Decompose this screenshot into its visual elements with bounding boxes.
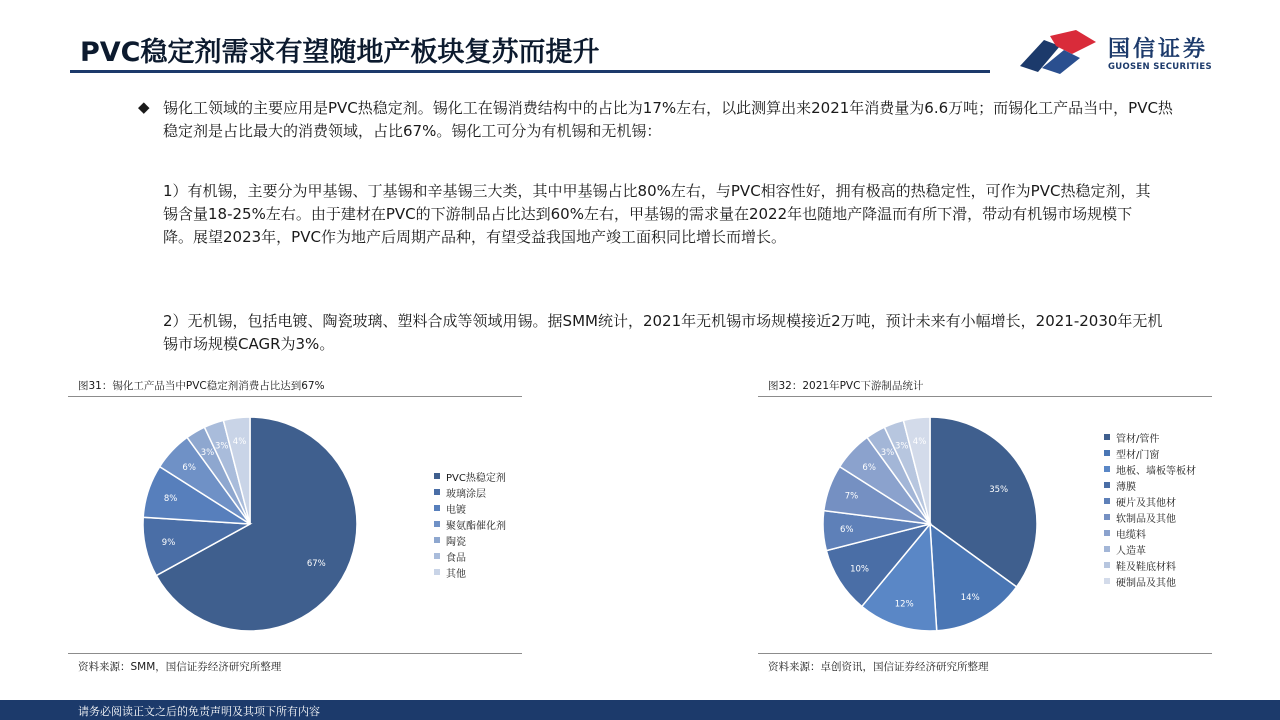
logo-english-name: GUOSEN SECURITIES [1108, 62, 1212, 72]
pie2-label-1: 14% [960, 593, 980, 604]
figure2-source: 资料来源：卓创资讯，国信证券经济研究所整理 [768, 661, 989, 673]
pie1-legend-label-0: PVC热稳定剂 [446, 472, 506, 484]
company-logo [1016, 28, 1226, 78]
pie1-label-5: 3% [214, 441, 229, 452]
pie2-legend-item-1 [1104, 445, 1196, 461]
pie1-legend-item-0 [434, 468, 506, 484]
pie1-legend-swatch-3 [434, 521, 440, 527]
figure1-top-rule [68, 396, 522, 397]
pie1-legend-swatch-5 [434, 553, 440, 559]
logo-chinese-name: 国信证券 [1108, 37, 1209, 62]
pie2-legend-label-6: 电缆料 [1116, 529, 1146, 541]
pie1-label-0: 67% [306, 559, 326, 570]
pie2-legend-item-6 [1104, 525, 1196, 541]
pie1-label-2: 8% [163, 494, 178, 505]
figure1-bottom-rule [68, 653, 522, 654]
pie2-label-7: 3% [880, 448, 895, 459]
pie1-label-6: 4% [232, 437, 247, 448]
pie1-legend-item-6 [434, 564, 506, 580]
bullet-diamond-icon: ◆ [138, 98, 150, 116]
pie1-legend-swatch-6 [434, 569, 440, 575]
pie1-legend-item-1 [434, 484, 506, 500]
pie1-legend-swatch-4 [434, 537, 440, 543]
pie2-legend-label-8: 鞋及鞋底材料 [1116, 561, 1176, 573]
pie2-label-4: 6% [839, 525, 854, 536]
pie1-legend-label-5: 食品 [446, 552, 466, 564]
pie2-label-3: 10% [850, 564, 869, 575]
pie2-legend-item-5 [1104, 509, 1196, 525]
pie1-label-1: 9% [161, 538, 176, 549]
pie2-label-5: 7% [844, 491, 859, 502]
pie2-label-6: 6% [862, 462, 876, 473]
pie1-legend-label-2: 电镀 [446, 504, 466, 516]
pie2-legend-swatch-4 [1104, 498, 1110, 504]
figure1-source: 资料来源：SMM，国信证券经济研究所整理 [78, 661, 282, 673]
figure2-bottom-rule [758, 653, 1212, 654]
pie2-legend-swatch-0 [1104, 434, 1110, 440]
paragraph-organic-tin: 1）有机锡，主要分为甲基锡、丁基锡和辛基锡三大类，其中甲基锡占比80%左右，与PVC相容性好，拥有极高的热稳定性，可作为PVC热稳定剂，其锡含量18-25%左右。由于建材在PVC的下游制品占比达到60%左右，甲基锡的需求量在2022年也随地产降温而有所下滑，带动有机锡市场规模下降。展望2023年，PVC作为地产后周期产品种，有望受益我国地产竣工面积同比增长而增长。 [163, 182, 1151, 246]
pie2-legend-swatch-6 [1104, 530, 1110, 536]
pie1-legend-item-2 [434, 500, 506, 516]
pie1-legend-swatch-0 [434, 473, 440, 479]
pie2-legend-label-3: 薄膜 [1116, 481, 1136, 493]
footer-bar [0, 700, 1280, 720]
pie2-label-2: 12% [894, 599, 914, 610]
pie1-legend-item-4 [434, 532, 506, 548]
pie2-legend-swatch-7 [1104, 546, 1110, 552]
pie2-legend-item-2 [1104, 461, 1196, 477]
figure2-legend [1104, 429, 1196, 589]
pie1-label-4: 3% [200, 448, 215, 459]
pie2-legend-item-4 [1104, 493, 1196, 509]
pie1-legend-label-6: 其他 [446, 568, 466, 580]
figure2-caption: 图32：2021年PVC下游制品统计 [768, 380, 924, 392]
pie2-legend-label-5: 软制品及其他 [1116, 513, 1176, 525]
pie2-label-9: 4% [912, 437, 927, 448]
pie2-legend-swatch-5 [1104, 514, 1110, 520]
pie1-label-3: 6% [182, 462, 196, 473]
pie2-legend-item-3 [1104, 477, 1196, 493]
pie2-legend-swatch-1 [1104, 450, 1110, 456]
pie1-legend-item-5 [434, 548, 506, 564]
pie1-legend-item-3 [434, 516, 506, 532]
pie2-legend-label-4: 硬片及其他材 [1116, 497, 1176, 509]
pie1-legend-label-1: 玻璃涂层 [446, 488, 486, 500]
pie1-legend-swatch-1 [434, 489, 440, 495]
figure2-top-rule [758, 396, 1212, 397]
pie1-legend-swatch-2 [434, 505, 440, 511]
page-title: PVC稳定剂需求有望随地产板块复苏而提升 [80, 37, 600, 68]
figure1-legend [434, 468, 506, 580]
pie2-legend-label-1: 型材/门窗 [1116, 449, 1160, 461]
pie2-label-8: 3% [894, 441, 909, 452]
pie1-legend-label-4: 陶瓷 [446, 536, 466, 548]
paragraph-intro: 锡化工领域的主要应用是PVC热稳定剂。锡化工在锡消费结构中的占比为17%左右，以此测算出来2021年消费量为6.6万吨；而锡化工产品当中，PVC热稳定剂是占比最大的消费领域，占比67%。锡化工可分为有机锡和无机锡： [163, 99, 1173, 140]
pie2-label-0: 35% [989, 485, 1009, 496]
pie2-legend-label-9: 硬制品及其他 [1116, 577, 1176, 589]
pie2-legend-swatch-2 [1104, 466, 1110, 472]
pie2-legend-swatch-8 [1104, 562, 1110, 568]
pie2-legend-item-9 [1104, 573, 1196, 589]
paragraph-inorganic-tin: 2）无机锡，包括电镀、陶瓷玻璃、塑料合成等领域用锡。据SMM统计，2021年无机锡市场规模接近2万吨，预计未来有小幅增长，2021-2030年无机锡市场规模CAGR为3%。 [163, 312, 1163, 353]
title-underline [70, 70, 990, 73]
pie2-legend-item-8 [1104, 557, 1196, 573]
pie2-legend-label-7: 人造革 [1116, 545, 1146, 557]
pie2-legend-item-0 [1104, 429, 1196, 445]
pie1-legend-label-3: 聚氨酯催化剂 [446, 520, 506, 532]
pie2-legend-swatch-3 [1104, 482, 1110, 488]
guosen-logo-icon [1016, 28, 1106, 76]
figure1-caption: 图31：锡化工产品当中PVC稳定剂消费占比达到67% [78, 380, 325, 392]
pie2-legend-swatch-9 [1104, 578, 1110, 584]
pie2-legend-label-2: 地板、墙板等板材 [1116, 465, 1196, 477]
footer-disclaimer: 请务必阅读正文之后的免责声明及其项下所有内容 [78, 705, 320, 718]
pie2-legend-label-0: 管材/管件 [1116, 433, 1160, 445]
pie2-legend-item-7 [1104, 541, 1196, 557]
